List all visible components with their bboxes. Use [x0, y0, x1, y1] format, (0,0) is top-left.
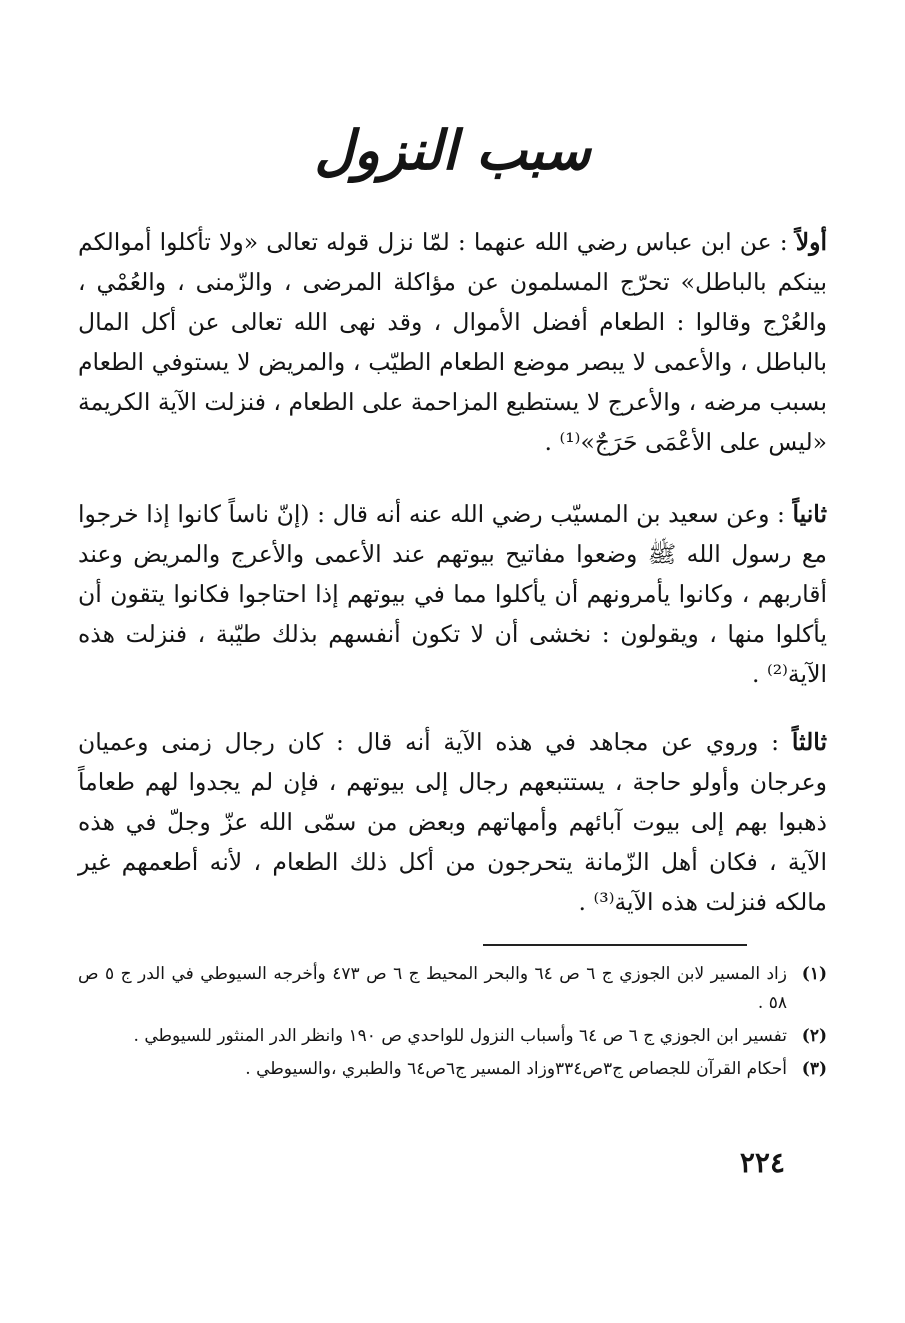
paragraph-text: : وروي عن مجاهد في هذه الآية أنه قال : كان رجال زمنى وعميان وعرجان وأولو حاجة ، يستتبعهم رجال إلى بيوتهم ، فإن لم يجدوا لهم طعاماً ذهبوا بهم إلى بيوت آبائهم وأمهاتهم وبعض من سمّى الله عزّ وجلّ في هذه الآية ، فكان أهل الزّمانة يتحرجون من أكل ذلك الطعام ، لأنه أطعمهم غير مالكه فنزلت هذه الآية⁽³⁾ . — [78, 728, 827, 916]
footnote-item — [78, 960, 827, 1018]
paragraph-text: : عن ابن عباس رضي الله عنهما : لمّا نزل قوله تعالى «ولا تأكلوا أموالكم بينكم بالباطل» تحرّج المسلمون عن مؤاكلة المرضى ، والزّمنى ، والعُمْي ، والعُرْج وقالوا : الطعام أفضل الأموال ، وقد نهى الله تعالى عن أكل المال بالباطل ، والأعمى لا يبصر موضع الطعام الطيّب ، والمريض لا يستوفي الطعام بسبب مرضه ، والأعرج لا يستطيع المزاحمة على الطعام ، فنزلت الآية الكريمة «ليس على الأعْمَى حَرَجٌ»⁽¹⁾ . — [78, 228, 827, 456]
paragraph-lead: ثانياً — [792, 500, 827, 528]
section-heading: سبب النزول — [314, 118, 591, 182]
footnote-text: زاد المسير لابن الجوزي ج ٦ ص ٦٤ والبحر المحيط ج ٦ ص ٤٧٣ وأخرجه السيوطي في الدر ج ٥ ص ٥٨ . — [78, 964, 787, 1013]
paragraph-lead: ثالثاً — [791, 728, 827, 756]
footnote-item — [78, 1055, 827, 1084]
page-number: ٢٢٤ — [739, 1146, 785, 1179]
paragraph-third — [78, 722, 827, 922]
footnote-text: تفسير ابن الجوزي ج ٦ ص ٦٤ وأسباب النزول للواحدي ص ١٩٠ وانظر الدر المنثور للسيوطي . — [133, 1026, 787, 1046]
footnotes — [78, 960, 827, 1088]
footnote-divider — [483, 944, 747, 946]
paragraph-lead: أولاً — [795, 228, 827, 256]
footnote-number: (٢) — [801, 1026, 827, 1046]
footnote-item — [78, 1022, 827, 1051]
footnote-number: (١) — [801, 964, 827, 984]
paragraph-text: : وعن سعيد بن المسيّب رضي الله عنه أنه قال : (إنّ ناساً كانوا إذا خرجوا مع رسول الله ﷺ وضعوا مفاتيح بيوتهم عند الأعمى والأعرج والمريض وعند أقاربهم ، وكانوا يأمرونهم أن يأكلوا مما في بيوتهم إذا احتاجوا فكانوا يتقون أن يأكلوا منها ، ويقولون : نخشى أن لا تكون أنفسهم بذلك طيّبة ، فنزلت هذه الآية⁽²⁾ . — [78, 500, 827, 688]
footnote-number: (٣) — [801, 1059, 827, 1079]
footnote-text: أحكام القرآن للجصاص ج٣ص٣٣٤وزاد المسير ج٦ص٦٤ والطبري ،والسيوطي . — [245, 1059, 787, 1079]
paragraph-first — [78, 222, 827, 462]
paragraph-second — [78, 494, 827, 694]
